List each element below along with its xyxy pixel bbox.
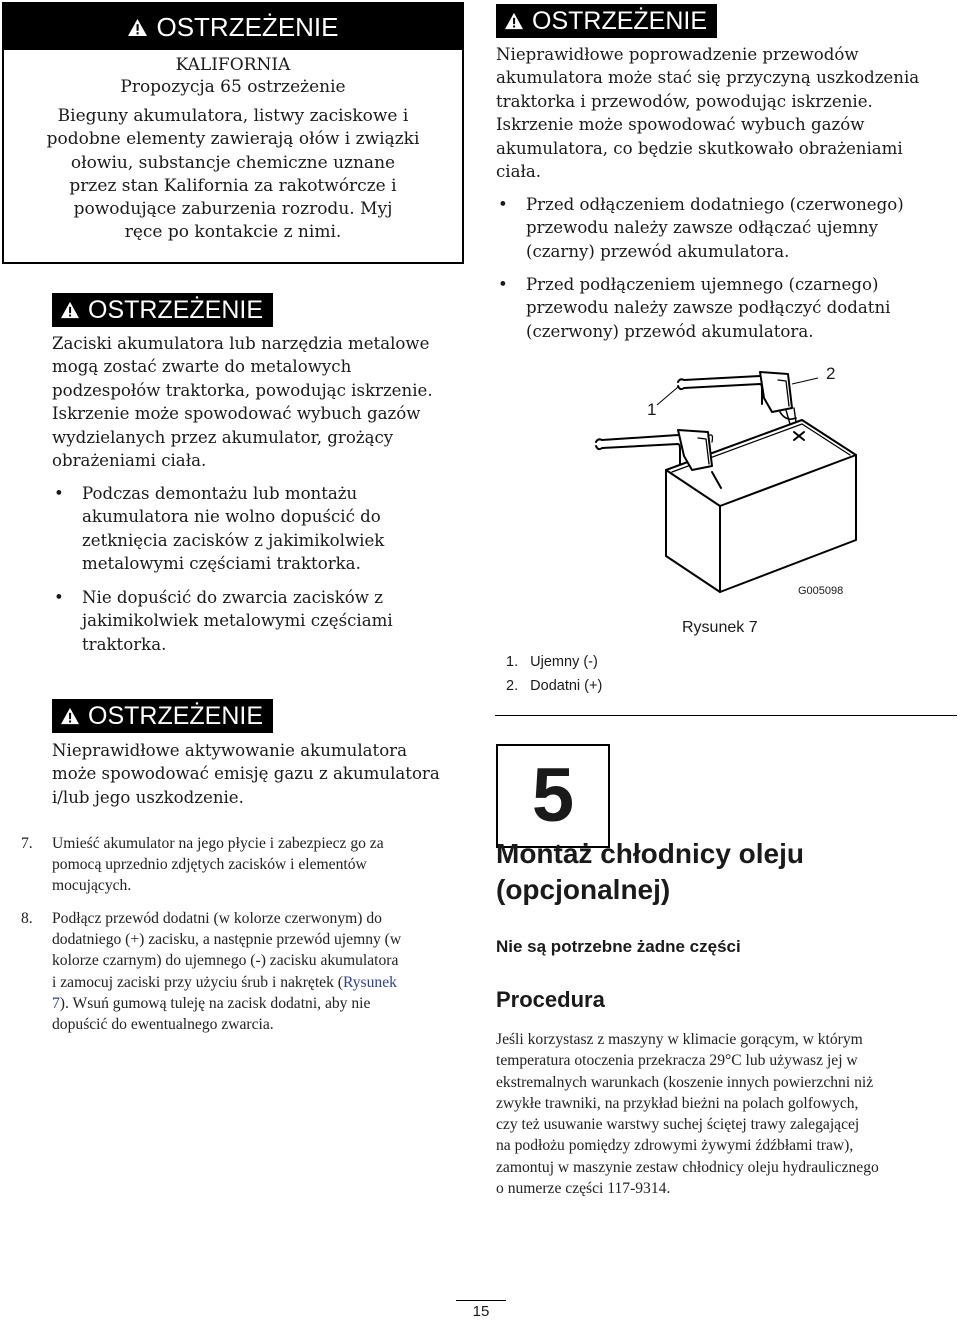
warning-triangle-icon bbox=[504, 12, 524, 30]
warning-line: podzespołów traktorka, powodując iskrzenie. bbox=[52, 380, 433, 400]
procedure-line: ekstremalnych warunkach (koszenie innych powierzchni niż bbox=[496, 1073, 874, 1091]
bullet-line: traktorka. bbox=[82, 634, 167, 654]
bullet-dot: • bbox=[498, 275, 508, 294]
wiring-bullet-2 bbox=[498, 273, 956, 343]
warning-line: obrażeniami ciała. bbox=[52, 451, 207, 471]
figure-code: G005098 bbox=[798, 585, 844, 597]
warning-line: Zaciski akumulatora lub narzędzia metalowe bbox=[52, 334, 430, 353]
california-line: powodujące zaburzenia rozrodu. Myj bbox=[73, 199, 393, 220]
warning-line: mogą zostać zwarte do metalowych bbox=[52, 357, 352, 377]
warning-line: Nieprawidłowe aktywowanie akumulatora bbox=[52, 741, 408, 760]
figure-link-number[interactable]: 7 bbox=[52, 994, 60, 1012]
warning-line: Iskrzenie może spowodować wybuch gazów bbox=[496, 115, 865, 135]
bullet-line: metalowymi częściami traktorka. bbox=[82, 554, 361, 574]
section-title-line: (opcjonalnej) bbox=[496, 874, 671, 905]
figure-caption: Rysunek 7 bbox=[682, 619, 758, 636]
warning-line: i/lub jego uszkodzenie. bbox=[52, 787, 244, 807]
legend-item: 1. Ujemny (-) bbox=[506, 654, 598, 670]
bullet-line: Przed podłączeniem ujemnego (czarnego) bbox=[526, 275, 879, 294]
procedure-line: temperatura otoczenia przekracza 29°C lub używasz jej w bbox=[496, 1052, 858, 1070]
california-line: podobne elementy zawierają ołów i związki bbox=[46, 129, 420, 150]
parts-note: Nie są potrzebne żadne części bbox=[496, 937, 741, 956]
wiring-warning-text bbox=[496, 43, 956, 183]
step-line: kolorze czarnym) do ujemnego (-) zacisku akumulatora bbox=[52, 952, 399, 970]
warning-line: akumulatora, co będzie skutkowało obrażeniami bbox=[496, 138, 903, 158]
section-title bbox=[496, 836, 804, 908]
terminals-bullet-1 bbox=[54, 482, 462, 576]
figure-link[interactable]: Rysunek bbox=[342, 973, 397, 991]
warning-line: Nieprawidłowe poprowadzenie przewodów bbox=[496, 45, 859, 64]
step-text: i zamocuj zaciski przy użyciu śrub i nakrętek ( bbox=[52, 973, 343, 991]
warning-line: ciała. bbox=[496, 162, 542, 182]
bullet-line: akumulatora nie wolno dopuścić do bbox=[82, 507, 381, 527]
callout-1: 1 bbox=[647, 400, 657, 419]
procedure-text bbox=[496, 1029, 958, 1199]
california-line: ołowiu, substancje chemiczne uznane bbox=[70, 152, 396, 173]
warning-triangle-icon bbox=[127, 18, 148, 37]
procedure-line: na podłożu pomiędzy zdrowymi żywymi źdźbłami traw), bbox=[496, 1137, 854, 1155]
bullet-dot: • bbox=[54, 588, 64, 607]
figure-legend bbox=[506, 650, 602, 698]
step-7 bbox=[21, 833, 472, 897]
charging-warning-text bbox=[52, 739, 472, 809]
bullet-dot: • bbox=[498, 195, 508, 214]
california-warning-text bbox=[24, 105, 442, 245]
battery-illustration bbox=[566, 360, 876, 600]
warning-triangle-icon bbox=[60, 301, 80, 319]
step-number: 7. bbox=[21, 835, 33, 852]
section-title-line: Montaż chłodnicy oleju bbox=[496, 838, 805, 869]
step-line: dopuścić do ewentualnego zwarcia. bbox=[52, 1016, 274, 1034]
bullet-line: przewodu należy zawsze podłączyć dodatni bbox=[526, 298, 891, 318]
step-8 bbox=[21, 908, 472, 1035]
bullet-line: Przed odłączeniem dodatniego (czerwonego) bbox=[526, 195, 904, 214]
step-text: ). Wsuń gumową tuleję na zacisk dodatni, aby nie bbox=[59, 994, 371, 1012]
bullet-line: przewodu należy zawsze odłączać ujemny bbox=[526, 218, 879, 238]
charging-warning-header-text: OSTRZEŻENIE bbox=[88, 702, 264, 730]
bullet-line: zetknięcia zacisków z jakimikolwiek bbox=[82, 530, 385, 550]
callout-2: 2 bbox=[826, 364, 836, 383]
step-line: pomocą uprzednio zdjętych zacisków i elementów bbox=[52, 856, 367, 874]
step-line bbox=[52, 993, 472, 1014]
warning-line: akumulatora może stać się przyczyną uszkodzenia bbox=[496, 68, 920, 88]
bullet-line: (czerwony) przewód akumulatora. bbox=[526, 321, 814, 341]
california-title: KALIFORNIA bbox=[175, 55, 291, 75]
procedure-line: zamontuj w maszynie zestaw chłodnicy oleju hydraulicznego bbox=[496, 1158, 879, 1176]
procedure-heading: Procedura bbox=[496, 987, 605, 1012]
wiring-warning-header-text: OSTRZEŻENIE bbox=[532, 7, 708, 35]
warning-line: traktorka i przewodów, powodując iskrzenie. bbox=[496, 91, 873, 111]
legend-item: 2. Dodatni (+) bbox=[506, 678, 603, 694]
step-line: dodatniego (+) zacisku, a następnie przewód ujemny (w bbox=[52, 931, 402, 949]
terminals-warning-header bbox=[52, 293, 273, 327]
bullet-line: jakimikolwiek metalowymi częściami bbox=[82, 611, 393, 631]
bullet-line: Podczas demontażu lub montażu bbox=[82, 484, 358, 503]
section-divider bbox=[495, 715, 957, 716]
page-number: 15 bbox=[456, 1300, 506, 1320]
bullet-line: (czarny) przewód akumulatora. bbox=[526, 241, 790, 261]
warning-triangle-icon bbox=[60, 707, 80, 725]
california-subtitle: Propozycja 65 ostrzeżenie bbox=[120, 77, 346, 97]
procedure-line: zwykłe trawniki, na przykład bieżni na polach golfowych, bbox=[496, 1094, 859, 1112]
terminals-warning-header-text: OSTRZEŻENIE bbox=[88, 296, 264, 324]
california-warning-header bbox=[4, 4, 462, 50]
terminals-bullet-2 bbox=[54, 586, 462, 656]
california-line: ręce po kontakcie z nimi. bbox=[124, 222, 342, 243]
wiring-bullet-1 bbox=[498, 193, 956, 263]
step-line: Umieść akumulator na jego płycie i zabezpiecz go za bbox=[52, 835, 384, 852]
california-warning-header-text: OSTRZEŻENIE bbox=[156, 12, 339, 42]
california-line: Bieguny akumulatora, listwy zaciskowe i bbox=[57, 106, 409, 126]
bullet-dot: • bbox=[54, 484, 64, 503]
warning-line: wydzielanych przez akumulator, grożący bbox=[52, 427, 394, 447]
procedure-line: Jeśli korzystasz z maszyny w klimacie gorącym, w którym bbox=[496, 1031, 863, 1048]
step-line: mocujących. bbox=[52, 877, 132, 895]
step-number: 8. bbox=[21, 910, 33, 927]
charging-warning-header bbox=[52, 699, 273, 733]
warning-line: może spowodować emisję gazu z akumulatora bbox=[52, 764, 440, 784]
step-line bbox=[52, 972, 472, 993]
procedure-line: czy też usuwanie warstwy suchej ściętej trawy zalegającej bbox=[496, 1116, 860, 1134]
step-number-box: 5 bbox=[496, 744, 610, 848]
california-line: przez stan Kalifornia za rakotwórcze i bbox=[69, 175, 397, 196]
terminals-warning-text bbox=[52, 332, 462, 472]
warning-line: Iskrzenie może spowodować wybuch gazów bbox=[52, 404, 421, 424]
bullet-line: Nie dopuścić do zwarcia zacisków z bbox=[82, 588, 383, 607]
california-warning-box bbox=[2, 2, 464, 264]
step-line: Podłącz przewód dodatni (w kolorze czerwonym) do bbox=[52, 910, 382, 927]
wiring-warning-header bbox=[496, 4, 717, 38]
procedure-line: o numerze części 117-9314. bbox=[496, 1180, 671, 1198]
